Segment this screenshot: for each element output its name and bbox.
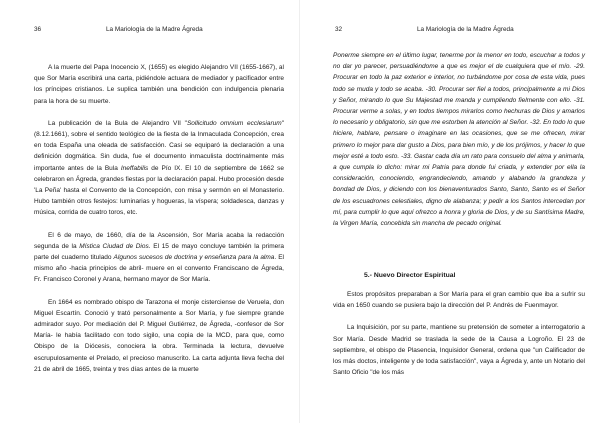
italic-run: Mística Ciudad de Dios (79, 242, 149, 250)
body-paragraph (34, 62, 284, 107)
quoted-resolutions (333, 50, 585, 229)
body-paragraph: Estos propósitos preparaban a Sor María para el gran cambio que iba a sufrir su vida en 1650 cuando se pusiera bajo la dirección del P. Andrés de Fuenmayor. (333, 291, 585, 310)
right-body-text (333, 289, 585, 378)
italic-run: Sollicitudo omnium ecclesiarum (186, 119, 282, 127)
text-run: . El 15 de mayo concluye también la primera parte del cuaderno titulado (34, 242, 284, 262)
text-run: El 6 de mayo, de 1660, día de la Ascensión, Sor María acaba la redacción segunda de la (34, 231, 284, 250)
text-run: A la muerte del Papa Inocencio X, (1655) es elegido Alejandro VII (1655-1667), al que Sor María escribirá una carta, pidiéndole actuara de mediador y pacificador entre los príncipes cristianos. Le suplica también una bendición con indulgencia plenaria para la hora de su muerte. (34, 64, 284, 105)
right-page (300, 0, 600, 423)
running-head: La Mariología de la Madre Ágreda (417, 26, 514, 33)
text-run: " (8.12.1661), sobre el sentido teológico de la fiesta de la Inmaculada Concepción, crea en toda España una oleada de satisfacción. Casi se equiparó la declaración a una definición dogmática. Sin duda, fue el documento inmaculista doctrinalmente más importante antes de la Bula (34, 119, 284, 172)
quote-paragraph: Ponerme siempre en el último lugar, tenerme por la menor en todo, escuchar a todos y no dar yo parecer, persuadiéndome a que es mejor el de cualquiera que el mío. -29. Procurar en todo la paz exterior e interior, no turbándome por cosa de esta vida, pues todo se muda y todo se acaba. -30. Procurar ser fiel a todos, principalmente a mi Dios y Señor, mirando lo que Su Majestad me manda y cumpliendo fielmente con ello. -31. Procurar verme a solas, y en todos tiempos mirarlos como hechuras de Dios y amarlos lo necesario y obligatorio, sin que me estorben la atención al Señor. -32. En todo lo que hiciere, hablare, pensare o imaginare en las ocasiones, que se me ofrecen, mirar primero lo mejor para dar gusto a Dios, para bien mío, y de los prójimos, y hacer lo que mejor esté a todo esto. -33. Gastar cada día un rato para consuelo del alma y animarla, a que cumpla lo dicho: mirar mi Patria para donde fui criada, y extender por ella la consideración, conociendo, engrandeciendo, amando y alabando la grandeza y bondad de Dios, y diciendo con los bienaventurados Santo, Santo, Santo es el Señor de los escuadrones celestiales, digno de alabanza; y pedir a los Santos intercedan por mí, para cumplir lo que aquí ofrezco a honra y gloria de Dios, y de su Santísima Madre, la Virgen María, concebida sin mancha de pecado original. (333, 52, 585, 228)
body-paragraph (34, 230, 284, 286)
text-run: En 1664 es nombrado obispo de Tarazona el monje cisterciense de Veruela, don Miguel Escartín. Conoció y trató personalmente a Sor María, y fue siempre grande admirador suyo. Por mediación del P. Miguel Gutiérrez, de Ágreda, -confesor de Sor María- le había facilitado con todo sigilo, una copia de la MCD, para que, como Obispo de la Diócesis, conociera la obra. Terminada la lectura, devuelve escrupulosamente el Prelado, el precioso manuscrito. La carta adjunta lleva fecha del 21 de abril de 1665, treinta y tres días antes de la muerte (34, 298, 284, 373)
body-paragraph: La Inquisición, por su parte, mantiene su pretensión de someter a interrogatorio a Sor María. Desde Madrid se traslada la sede de la Causa a Logroño. El 23 de septiembre, el obispo de Plasencia, Inquisidor General, ordena que "un Calificador de los más doctos, inteligente y de toda satisfacción", vaya a Ágreda y, ante un Notario del Santo Oficio "de los más (333, 324, 585, 377)
italic-run: Ineffabilis (120, 164, 149, 172)
body-paragraph (34, 297, 284, 375)
page-number: 36 (34, 26, 42, 33)
italic-run: Algunos sucesos de doctrina y enseñanza para la alma (113, 254, 275, 262)
text-run: . El mismo año -hacia principios de abril- muere en el convento Franciscano de Ágreda, Fr. Francisco Coronel y Arana, hermano mayor de Sor María. (34, 254, 284, 284)
body-paragraph (34, 118, 284, 219)
text-run: La publicación de la Bula de Alejandro VII " (48, 119, 187, 127)
section-title: 5.- Nuevo Director Espiritual (364, 272, 456, 279)
left-body-text (34, 62, 284, 375)
running-head: La Mariología de la Madre Ágreda (106, 26, 203, 33)
page-number: 32 (335, 26, 343, 33)
text-run: de Pío IX. El 10 de septiembre de 1662 se celebraron en Ágreda, grandes fiestas por la declaración papal. Hubo procesión desde 'La Peña' hasta el Convento de la Concepción, con misa y sermón en el Monasterio. Hubo también otros festejos: luminarias y hogueras, la víspera; soldadesca, danzas y música, corrida de cuatro toros, etc. (34, 164, 284, 217)
